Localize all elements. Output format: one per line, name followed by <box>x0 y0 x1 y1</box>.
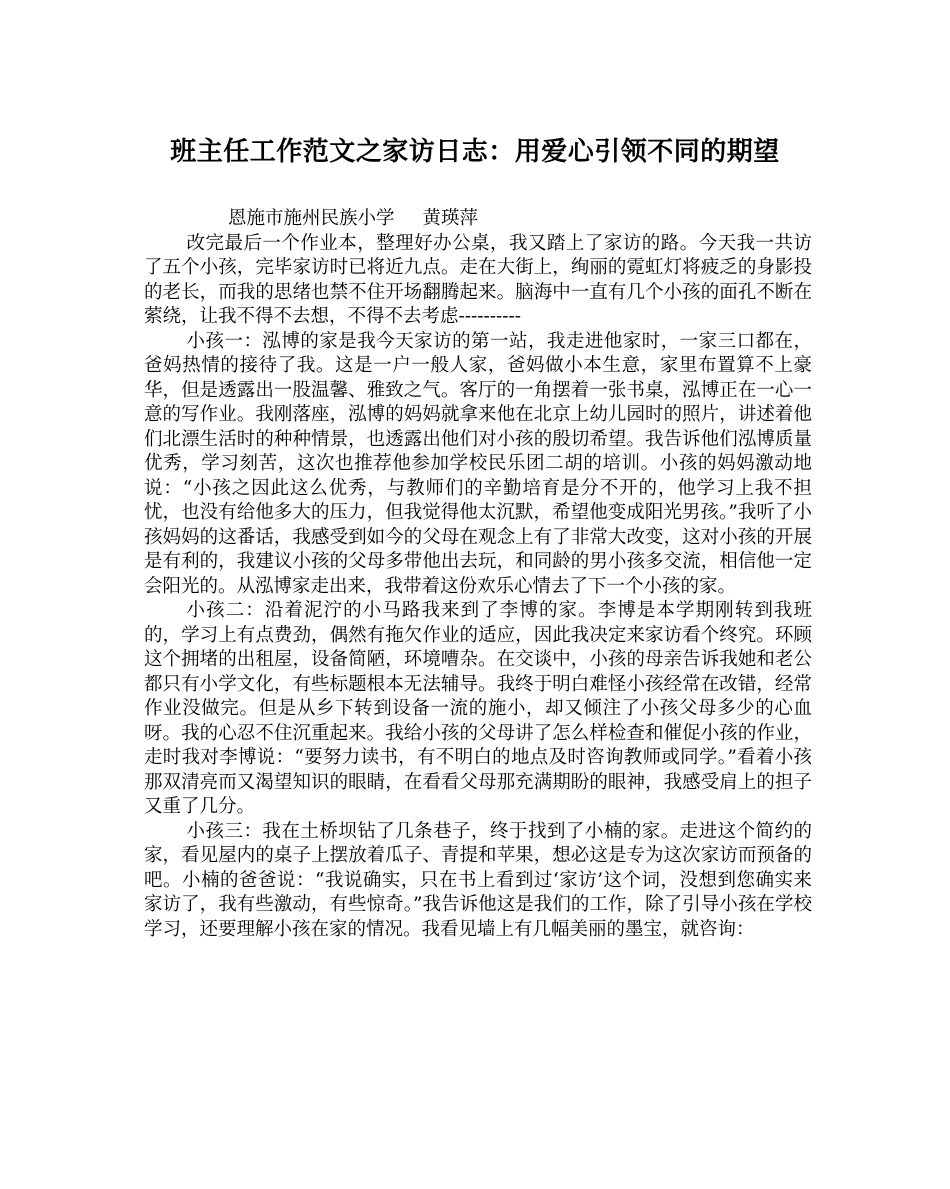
paragraph-child-three: 小孩三：我在土桥坝钻了几条巷子，终于找到了小楠的家。走进这个简约的家，看见屋内的桌子上摆放着瓜子、青提和苹果，想必这是专为这次家访而预备的吧。小楠的爸爸说：“我说确实，只在书上看到过‘家访’这个词，没想到您确实来家访了，我有些激动，有些惊奇。”我告诉他这是我们的工作，除了引导小孩在学校学习，还要理解小孩在家的情况。我看见墙上有几幅美丽的墨宝，就咨询： <box>144 820 812 940</box>
paragraph-intro: 改完最后一个作业本，整理好办公桌，我又踏上了家访的路。今天我一共访了五个小孩，完毕家访时已将近九点。走在大街上，绚丽的霓虹灯将疲乏的身影投的老长，而我的思绪也禁不住开场翻腾起来。脑海中一直有几个小孩的面孔不断在萦绕，让我不得不去想，不得不去考虑---------- <box>144 232 812 327</box>
author-name: 黄瑛萍 <box>422 208 479 229</box>
paragraph-child-one: 小孩一：泓博的家是我今天家访的第一站，我走进他家时，一家三口都在，爸妈热情的接待了我。这是一户一般人家，爸妈做小本生意，家里布置算不上豪华，但是透露出一股温馨、雅致之气。客厅的一角摆着一张书桌，泓博正在一心一意的写作业。我刚落座，泓博的妈妈就拿来他在北京上幼儿园时的照片，讲述着他们北漂生活时的种种情景，也透露出他们对小孩的殷切希望。我告诉他们泓博质量优秀，学习刻苦，这次也推荐他参加学校民乐团二胡的培训。小孩的妈妈激动地说：“小孩之因此这么优秀，与教师们的辛勤培育是分不开的，他学习上我不担忧，也没有给他多大的压力，但我觉得他太沉默，希望他变成阳光男孩。”我听了小孩妈妈的这番话，我感受到如今的父母在观念上有了非常大改变，这对小孩的开展是有利的，我建议小孩的父母多带他出去玩，和同龄的男小孩多交流，相信他一定会阳光的。从泓博家走出来，我带着这份欢乐心情去了下一个小孩的家。 <box>144 330 812 597</box>
document-body <box>144 207 812 942</box>
document-title: 班主任工作范文之家访日志：用爱心引领不同的期望 <box>170 137 780 167</box>
author-line <box>144 207 812 232</box>
paragraph-child-two: 小孩二：沿着泥泞的小马路我来到了李博的家。李博是本学期刚转到我班的，学习上有点费劲，偶然有拖欠作业的适应，因此我决定来家访看个终究。环顾这个拥堵的出租屋，设备简陋，环境嘈杂。在交谈中，小孩的母亲告诉我她和老公都只有小学文化，有些标题根本无法辅导。我终于明白难怪小孩经常在改错，经常作业没做完。但是从乡下转到设备一流的施小，却又倾注了小孩父母多少的心血呀。我的心忍不住沉重起来。我给小孩的父母讲了怎么样检查和催促小孩的作业，走时我对李博说：“要努力读书，有不明白的地点及时咨询教师或同学。”看着小孩那双清亮而又渴望知识的眼睛，在看看父母那充满期盼的眼神，我感受肩上的担子又重了几分。 <box>144 600 812 817</box>
school-name: 恩施市施州民族小学 <box>228 208 395 229</box>
